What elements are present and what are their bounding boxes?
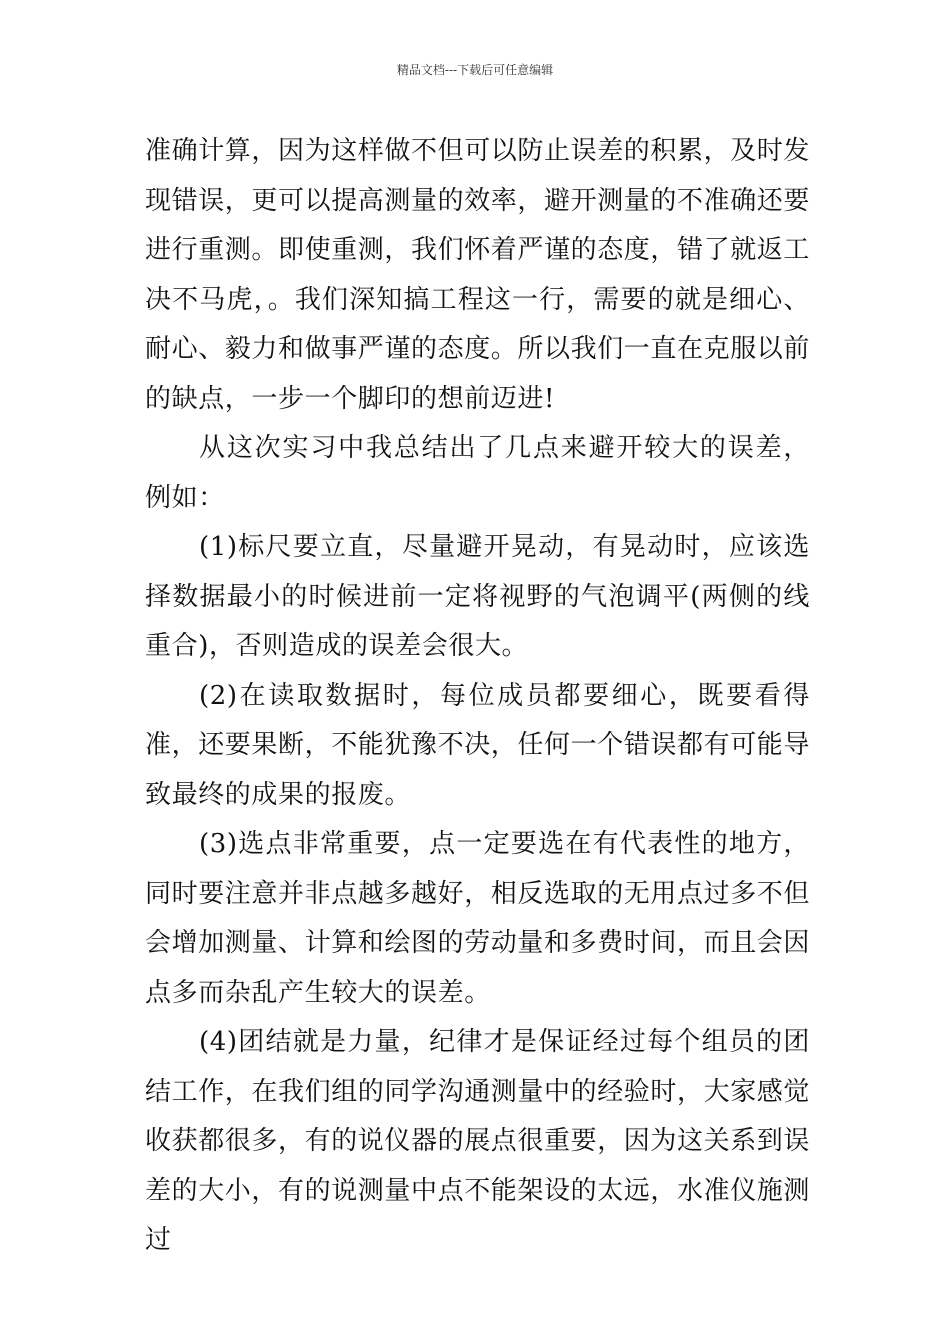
document-body [145, 127, 810, 1266]
paragraph-point-1: (1)标尺要立直，尽量避开晃动，有晃动时，应该选择数据最小的时候进前一定将视野的气泡调平(两侧的线重合)，否则造成的误差会很大。 [145, 532, 810, 661]
paragraph-continuation: 准确计算，因为这样做不但可以防止误差的积累，及时发现错误，更可以提高测量的效率，避开测量的不准确还要进行重测。即使重测，我们怀着严谨的态度，错了就返工决不马虎，。我们深知搞工程这一行，需要的就是细心、耐心、毅力和做事严谨的态度。所以我们一直在克服以前的缺点，一步一个脚印的想前迈进! [145, 136, 811, 414]
paragraph-point-2: (2)在读取数据时，每位成员都要细心，既要看得准，还要果断，不能犹豫不决，任何一个错误都有可能导致最终的成果的报废。 [145, 680, 811, 810]
paragraph-intro: 从这次实习中我总结出了几点来避开较大的误差，例如： [145, 433, 810, 513]
page-header: 精品文档---下载后可任意编辑 [396, 63, 554, 77]
paragraph-point-4: (4)团结就是力量，纪律才是保证经过每个组员的团结工作，在我们组的同学沟通测量中的经验时，大家感觉收获都很多，有的说仪器的展点很重要，因为这关系到误差的大小，有的说测量中点不能架设的太远，水准仪施测过 [145, 1027, 811, 1255]
paragraph-point-3: (3)选点非常重要，点一定要选在有代表性的地方，同时要注意并非点越多越好，相反选取的无用点过多不但会增加测量、计算和绘图的劳动量和多费时间，而且会因点多而杂乱产生较大的误差。 [145, 829, 811, 1008]
